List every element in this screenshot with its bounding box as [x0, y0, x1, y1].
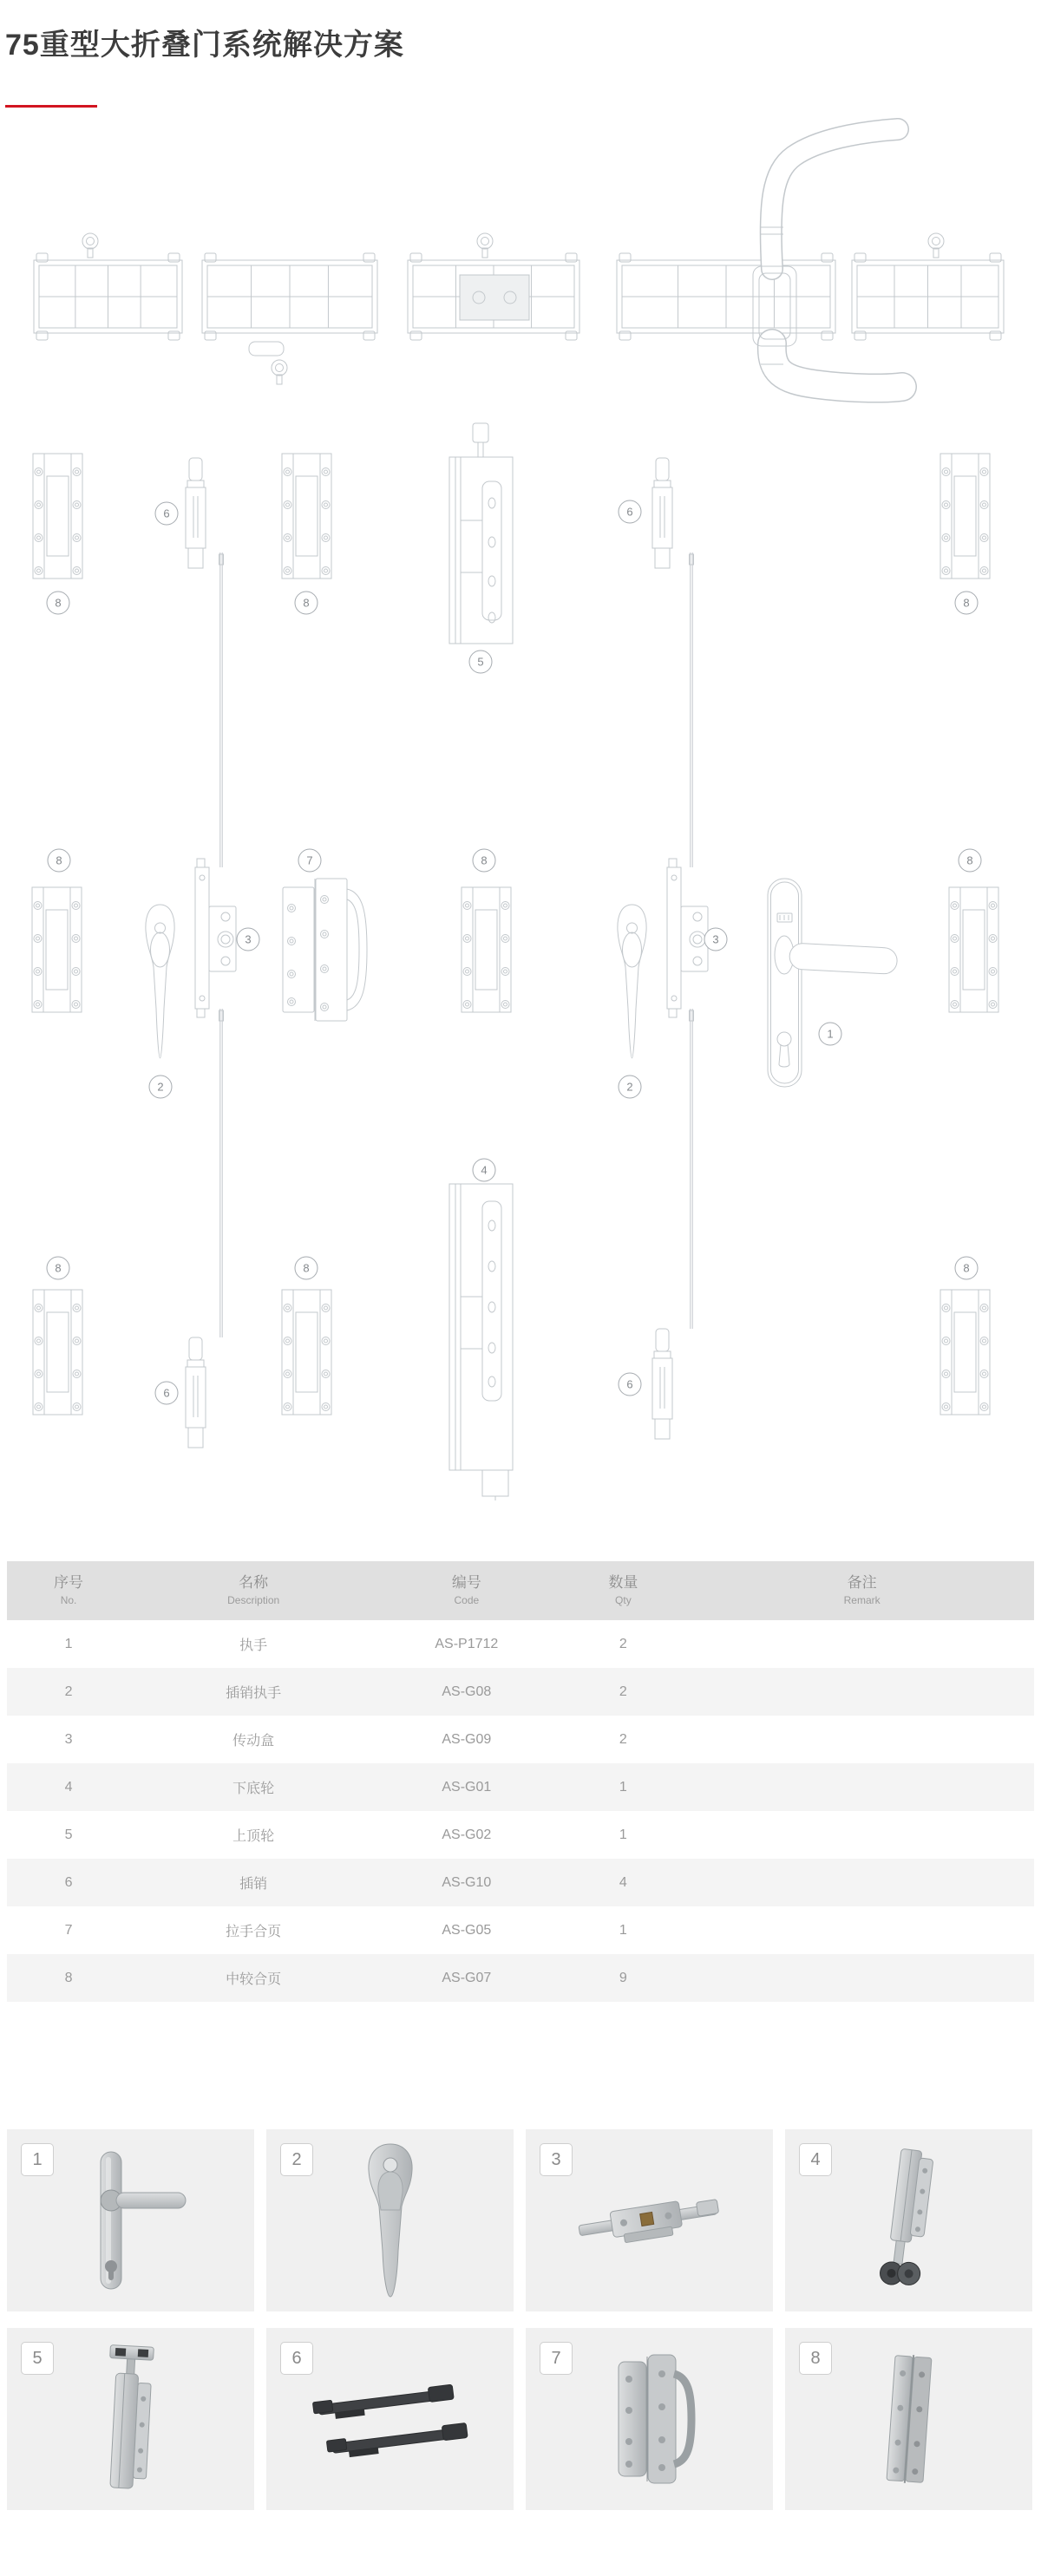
svg-text:8: 8 [963, 1261, 970, 1275]
cell-qty: 4 [619, 1874, 627, 1890]
top-roller-drawing [449, 423, 513, 644]
cell-name: 执手 [239, 1638, 268, 1653]
flush-bolt-drawing [652, 458, 672, 568]
header-no: 序号 No. [54, 1574, 84, 1607]
flush-bolt-drawing [186, 1337, 206, 1448]
svg-text:5: 5 [477, 655, 484, 669]
cell-qty: 9 [619, 1970, 627, 1985]
gallery-item-2 [266, 2129, 514, 2311]
cell-name: 中较合页 [226, 1972, 282, 1987]
svg-text:6: 6 [626, 1377, 633, 1391]
header-remark: 备注 Remark [843, 1574, 881, 1607]
hinge-drawing [33, 454, 82, 579]
svg-text:8: 8 [963, 596, 970, 610]
bottom-roller-image [861, 2145, 957, 2297]
cell-name: 下底轮 [232, 1782, 275, 1796]
table-row [7, 1859, 1034, 1906]
cell-qty: 1 [619, 1827, 627, 1842]
eyelet-drawing [82, 233, 98, 258]
espagnolette-rod-drawing [219, 552, 224, 867]
cell-code: AS-G09 [442, 1731, 492, 1747]
callout-8 [959, 849, 981, 872]
table-row [7, 1954, 1034, 2002]
bolt-rods-image [308, 2367, 473, 2471]
assembly-diagram [0, 95, 1041, 1500]
cell-qty: 1 [619, 1922, 627, 1938]
svg-text:4: 4 [481, 1163, 488, 1177]
item-number-badge: 5 [21, 2342, 54, 2375]
svg-text:3: 3 [712, 932, 719, 946]
table-row [7, 1906, 1034, 1954]
cell-name: 插销 [239, 1877, 268, 1892]
table-row [7, 1763, 1034, 1811]
gallery-item-4 [785, 2129, 1032, 2311]
table-header [7, 1561, 1034, 1620]
item-number-badge: 7 [540, 2342, 573, 2375]
table-body [7, 1620, 1034, 2002]
parts-table [7, 1561, 1034, 2002]
espagnolette-rod-drawing [219, 1009, 224, 1337]
cell-name: 上顶轮 [232, 1829, 275, 1844]
gallery-item-3 [526, 2129, 773, 2311]
callout-3 [237, 928, 259, 951]
espagnolette-rod-drawing [690, 1009, 694, 1329]
espagnolette-rod-drawing [690, 552, 694, 867]
callout-4 [473, 1159, 495, 1181]
svg-text:2: 2 [157, 1080, 164, 1094]
callout-8 [473, 849, 495, 872]
svg-text:8: 8 [966, 853, 973, 867]
eyelet-drawing [928, 233, 944, 258]
profile-section-drawing [34, 253, 182, 340]
svg-text:2: 2 [626, 1080, 633, 1094]
hinge-drawing [940, 1290, 990, 1415]
callout-8 [47, 1257, 69, 1279]
profile-section-drawing [617, 253, 835, 340]
cell-qty: 2 [619, 1684, 627, 1699]
hinge-drawing [33, 1290, 82, 1415]
callout-8 [955, 592, 978, 614]
callout-6 [155, 1382, 178, 1404]
callout-6 [619, 500, 641, 523]
bottom-roller-drawing [449, 1184, 513, 1500]
eyelet-drawing [272, 360, 287, 384]
svg-text:1: 1 [827, 1027, 834, 1041]
table-row [7, 1620, 1034, 1668]
bolt-handle-image [364, 2142, 416, 2298]
cell-no: 7 [64, 1922, 73, 1938]
svg-text:8: 8 [303, 1261, 310, 1275]
callout-7 [298, 849, 321, 872]
gallery-item-7 [526, 2328, 773, 2510]
cell-no: 3 [64, 1731, 73, 1747]
svg-text:7: 7 [306, 853, 313, 867]
assembly-diagram-svg [0, 95, 1041, 1500]
table-row [7, 1668, 1034, 1716]
top-roller-image [88, 2339, 174, 2500]
profile-section-drawing [852, 253, 1004, 340]
hinge-drawing [282, 1290, 331, 1415]
cell-name: 传动盒 [232, 1734, 275, 1749]
gearbox-image [572, 2173, 728, 2268]
hinge-drawing [282, 454, 331, 579]
cell-code: AS-G01 [442, 1779, 492, 1795]
handle-image [66, 2147, 196, 2294]
gallery-item-5 [7, 2328, 254, 2510]
callout-8 [955, 1257, 978, 1279]
callout-8 [295, 1257, 318, 1279]
cell-code: AS-G05 [442, 1922, 492, 1938]
pull-handle-hinge-drawing [283, 879, 367, 1021]
gallery-item-6 [266, 2328, 514, 2510]
cell-no: 6 [64, 1874, 73, 1890]
eyelet-drawing [477, 233, 493, 258]
hinge-image [870, 2350, 948, 2488]
cell-no: 2 [64, 1684, 73, 1699]
header-description: 名称 Description [227, 1574, 280, 1607]
svg-text:8: 8 [55, 596, 62, 610]
hinge-drawing [32, 887, 82, 1012]
svg-text:8: 8 [481, 853, 488, 867]
svg-text:3: 3 [245, 932, 252, 946]
cell-no: 8 [64, 1970, 73, 1985]
pull-hinge-image [598, 2350, 702, 2488]
hinge-drawing [462, 887, 511, 1012]
item-number-badge: 3 [540, 2143, 573, 2176]
gallery-item-1 [7, 2129, 254, 2311]
gearbox-drawing [195, 859, 236, 1017]
callout-8 [48, 849, 70, 872]
cell-code: AS-G08 [442, 1684, 492, 1699]
product-gallery [7, 2129, 1034, 2510]
cell-qty: 2 [619, 1636, 627, 1651]
cell-name: 拉手合页 [226, 1925, 282, 1939]
callout-3 [704, 928, 727, 951]
callout-8 [47, 592, 69, 614]
svg-text:8: 8 [56, 853, 62, 867]
callout-5 [469, 651, 492, 673]
profile-section-drawing [202, 253, 377, 340]
flush-bolt-drawing [186, 458, 206, 568]
item-number-badge: 4 [799, 2143, 832, 2176]
flush-bolt-drawing [652, 1329, 672, 1439]
callout-2 [619, 1076, 641, 1098]
bolt-handle-drawing [146, 905, 174, 1058]
cell-code: AS-G10 [442, 1874, 492, 1890]
svg-text:6: 6 [626, 505, 633, 519]
cell-qty: 1 [619, 1779, 627, 1795]
svg-text:8: 8 [55, 1261, 62, 1275]
svg-text:6: 6 [163, 1386, 170, 1400]
callout-8 [295, 592, 318, 614]
cell-no: 4 [64, 1779, 73, 1795]
item-number-badge: 8 [799, 2342, 832, 2375]
header-code: 编号 Code [451, 1574, 481, 1607]
gearbox-drawing [667, 859, 708, 1017]
hinge-drawing [940, 454, 990, 579]
page-title: 75重型大折叠门系统解决方案 [5, 29, 404, 62]
table-row [7, 1716, 1034, 1763]
item-number-badge: 6 [280, 2342, 313, 2375]
svg-text:6: 6 [163, 507, 170, 520]
cell-name: 插销执手 [226, 1686, 282, 1701]
callout-6 [619, 1373, 641, 1396]
bolt-handle-drawing [618, 905, 646, 1058]
cell-code: AS-G02 [442, 1827, 492, 1842]
callout-1 [819, 1023, 841, 1045]
cell-no: 1 [64, 1636, 73, 1651]
cell-code: AS-G07 [442, 1970, 492, 1985]
table-row [7, 1811, 1034, 1859]
item-number-badge: 1 [21, 2143, 54, 2176]
gallery-item-8 [785, 2328, 1032, 2510]
cell-code: AS-P1712 [435, 1636, 499, 1651]
cell-qty: 2 [619, 1731, 627, 1747]
header-qty: 数量 Qty [608, 1574, 638, 1607]
lock-plate-drawing [768, 879, 898, 1087]
cell-no: 5 [64, 1827, 73, 1842]
lever-handle-pair-drawing [753, 129, 902, 389]
callout-2 [149, 1076, 172, 1098]
hinge-drawing [949, 887, 998, 1012]
item-number-badge: 2 [280, 2143, 313, 2176]
svg-text:8: 8 [303, 596, 310, 610]
callout-6 [155, 502, 178, 525]
